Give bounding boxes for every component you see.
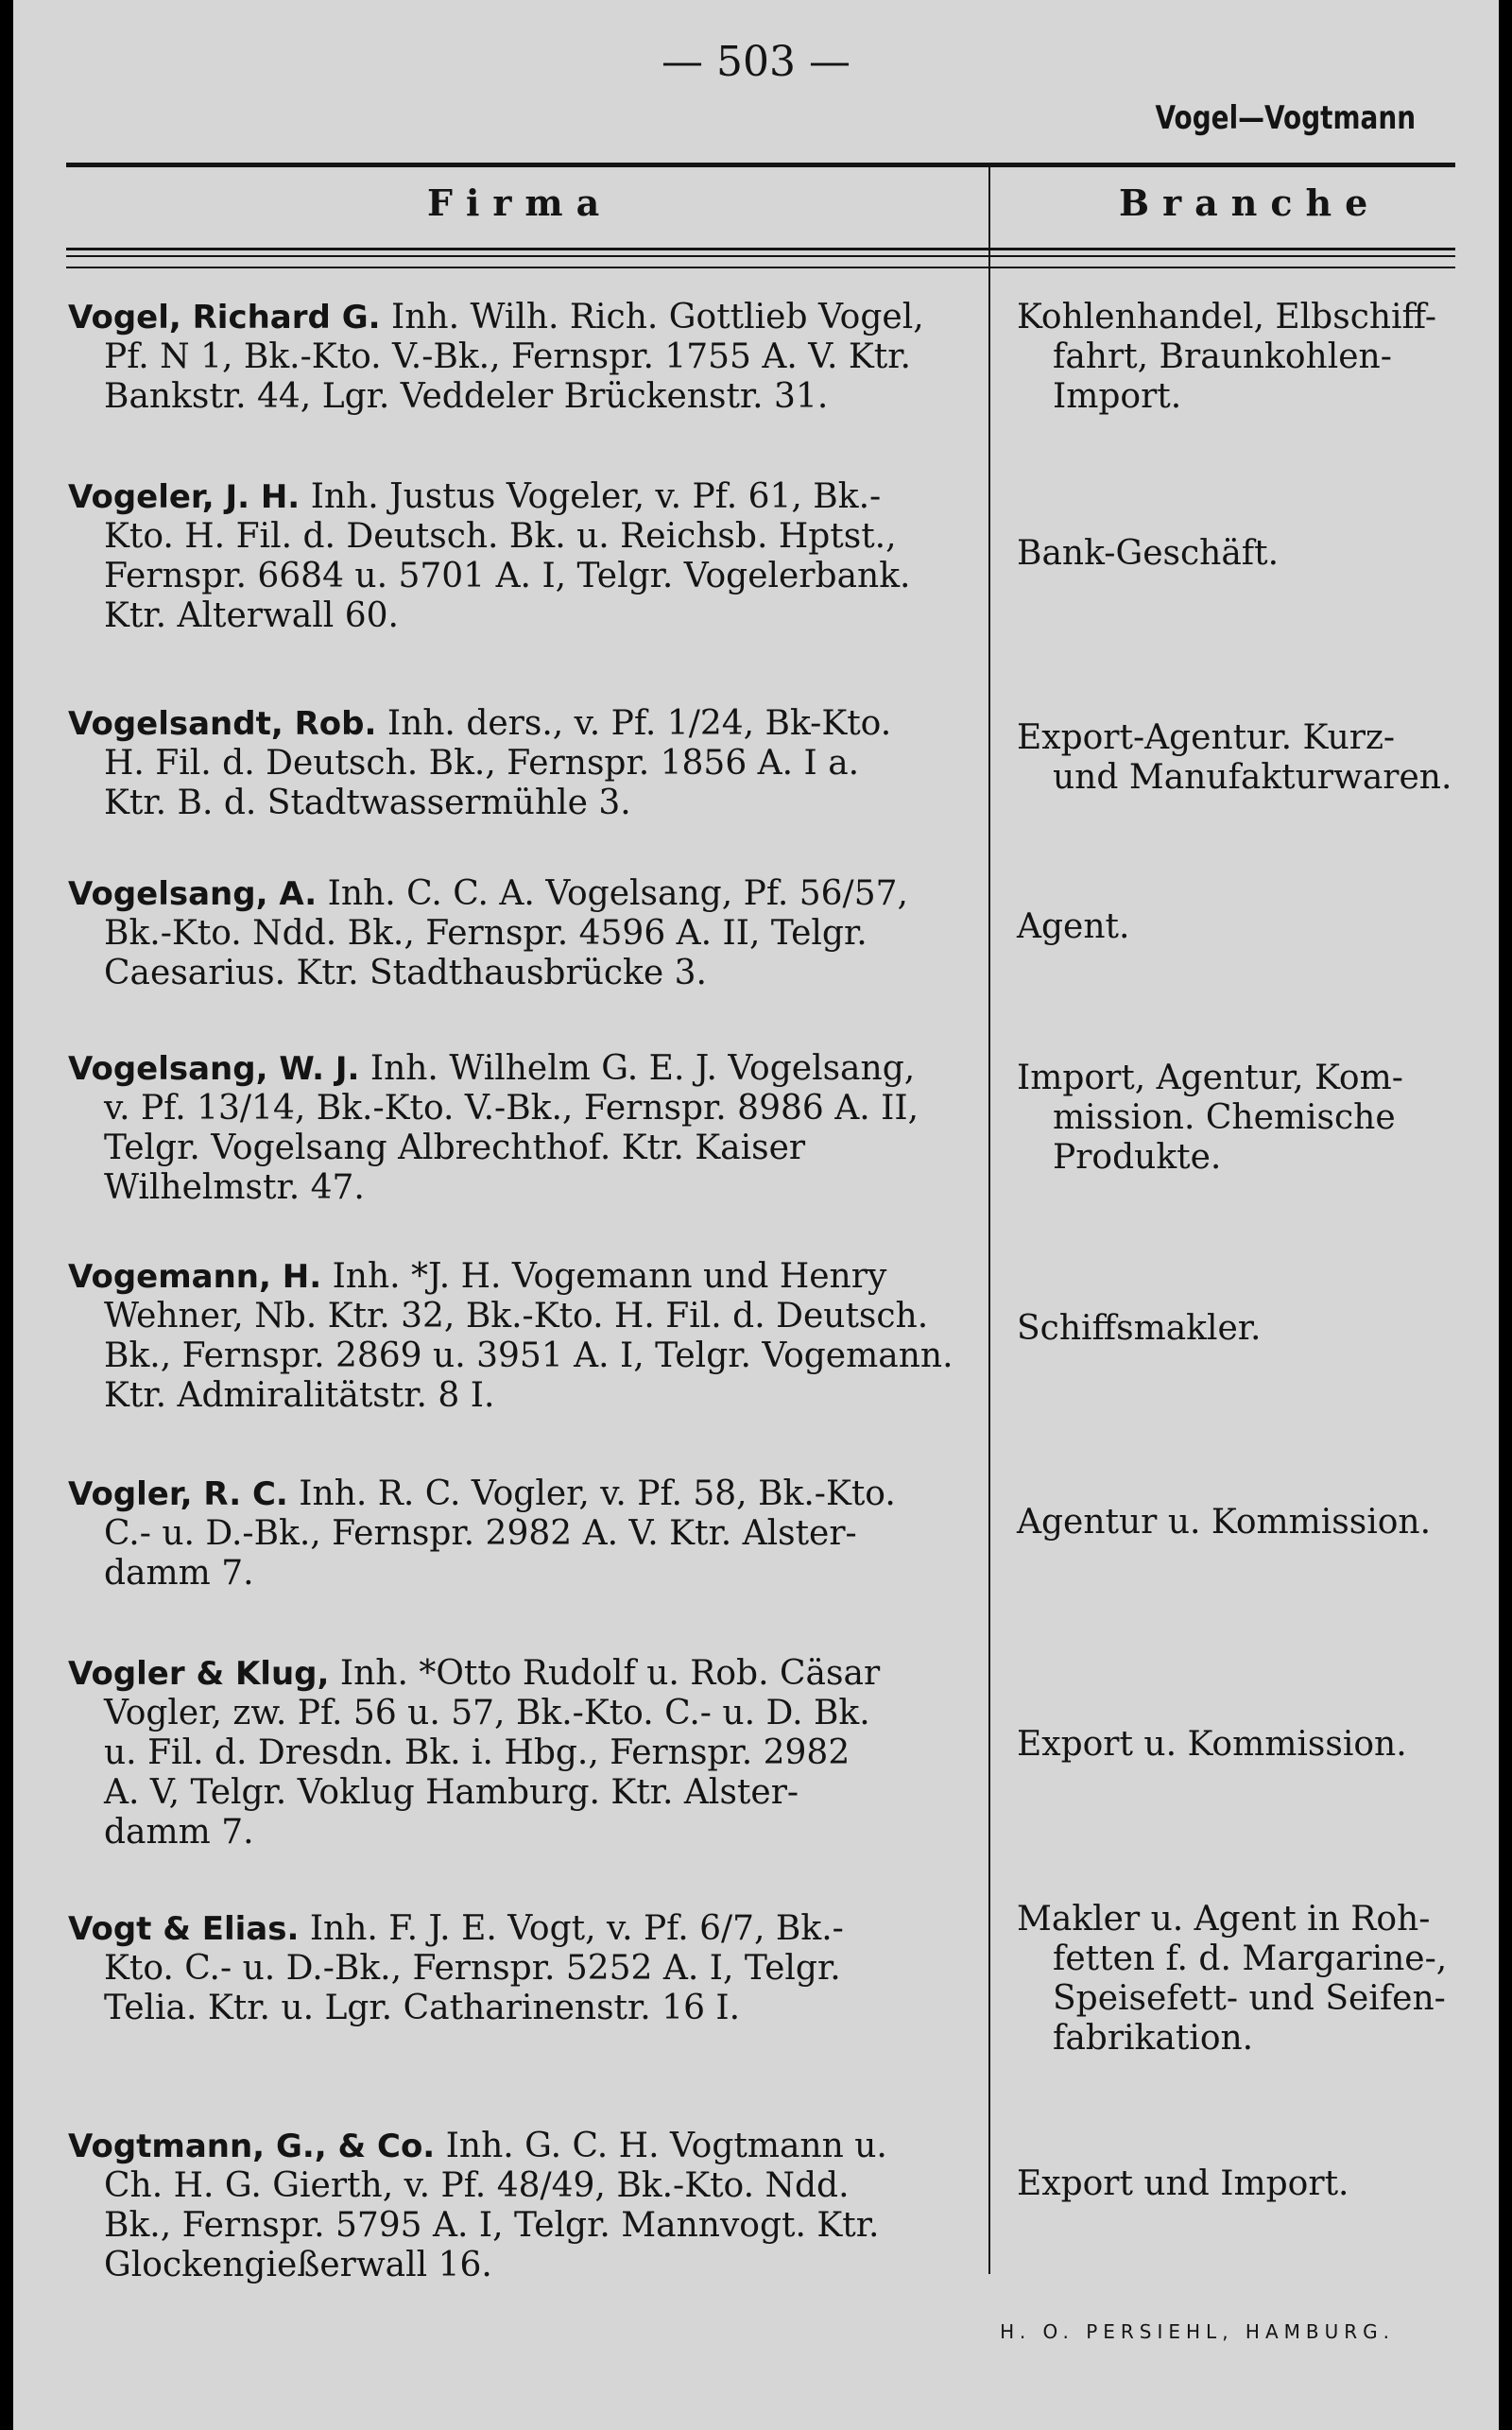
entry-firm bbox=[68, 1257, 989, 1416]
branch-line: mission. Chemische bbox=[1053, 1098, 1396, 1137]
printer-imprint: H. O. PERSIEHL, HAMBURG. bbox=[1000, 2320, 1395, 2343]
header-rule-1 bbox=[66, 248, 1455, 250]
entry-text: Ktr. Admiralitätstr. 8 I. bbox=[104, 1376, 495, 1415]
branch-line: fetten f. d. Margarine-, bbox=[1053, 1939, 1448, 1978]
branch-line: Produkte. bbox=[1053, 1138, 1222, 1177]
firm-name: Vogt & Elias. bbox=[68, 1910, 300, 1948]
entry-firm bbox=[68, 704, 989, 823]
branch-line: Speisefett- und Seifen- bbox=[1053, 1979, 1446, 2018]
firm-name: Vogelsang, A. bbox=[68, 875, 318, 913]
branch-line: Kohlenhandel, Elbschiff- bbox=[1017, 298, 1437, 336]
entry-text: damm 7. bbox=[104, 1554, 254, 1593]
entry-text: Bk.-Kto. Ndd. Bk., Fernspr. 4596 A. II, Telgr. bbox=[104, 914, 868, 953]
entry-line bbox=[68, 337, 989, 377]
entry-text: Ktr. Alterwall 60. bbox=[104, 596, 399, 635]
entry-line bbox=[68, 954, 989, 993]
entry-text: Fernspr. 6684 u. 5701 A. I, Telgr. Vogelerbank. bbox=[104, 557, 911, 595]
entry-firm bbox=[68, 477, 989, 636]
branch-line: Schiffsmakler. bbox=[1017, 1309, 1262, 1348]
column-header-firma: Firma bbox=[427, 181, 613, 224]
branch-line: Import, Agentur, Kom- bbox=[1017, 1059, 1403, 1097]
entry-line bbox=[68, 1336, 989, 1376]
entry-text: C.- u. D.-Bk., Fernspr. 2982 A. V. Ktr. Alster- bbox=[104, 1514, 857, 1553]
entry-branch bbox=[1017, 2164, 1470, 2204]
directory-page bbox=[13, 0, 1499, 2430]
entry-line bbox=[68, 2206, 989, 2246]
entry-first-line bbox=[68, 298, 989, 337]
header-rule-2 bbox=[66, 255, 1455, 257]
entry-text: Ktr. B. d. Stadtwassermühle 3. bbox=[104, 784, 631, 822]
entry-text: Kto. H. Fil. d. Deutsch. Bk. u. Reichsb. Hptst., bbox=[104, 517, 897, 556]
entry-text: Pf. N 1, Bk.-Kto. V.-Bk., Fernspr. 1755 A. V. Ktr. bbox=[104, 337, 911, 376]
branch-line: Export-Agentur. Kurz- bbox=[1017, 718, 1396, 757]
entry-first-line bbox=[68, 1257, 989, 1297]
entry-line bbox=[68, 744, 989, 784]
entry-branch bbox=[1017, 1059, 1470, 1178]
entry-firm bbox=[68, 1909, 989, 2028]
entry-line bbox=[68, 2166, 989, 2206]
entry-firm bbox=[68, 1654, 989, 1853]
entry-line bbox=[68, 1773, 989, 1813]
entry-first-line bbox=[68, 1654, 989, 1694]
page-number: — 503 — bbox=[662, 38, 850, 86]
entry-line bbox=[68, 596, 989, 636]
firm-name: Vogler & Klug, bbox=[68, 1655, 330, 1693]
entry-text: Inh. Wilhelm G. E. J. Vogelsang, bbox=[369, 1049, 916, 1088]
branch-line: Bank-Geschäft. bbox=[1017, 534, 1280, 573]
entry-text: Inh. *Otto Rudolf u. Rob. Cäsar bbox=[339, 1654, 881, 1693]
entry-line bbox=[68, 557, 989, 596]
entry-firm bbox=[68, 874, 989, 993]
entry-branch bbox=[1017, 907, 1470, 947]
entry-text: Inh. *J. H. Vogemann und Henry bbox=[332, 1257, 887, 1296]
top-rule bbox=[66, 163, 1455, 167]
entry-text: Wilhelmstr. 47. bbox=[104, 1168, 365, 1207]
entry-branch bbox=[1017, 298, 1470, 417]
entry-line bbox=[68, 1129, 989, 1168]
branch-line: Import. bbox=[1053, 377, 1182, 416]
firm-name: Vogel, Richard G. bbox=[68, 299, 381, 336]
branch-line: Export und Import. bbox=[1017, 2164, 1349, 2203]
entry-first-line bbox=[68, 874, 989, 914]
entry-line bbox=[68, 1694, 989, 1733]
entry-text: Kto. C.- u. D.-Bk., Fernspr. 5252 A. I, Telgr. bbox=[104, 1949, 841, 1988]
branch-line: und Manufakturwaren. bbox=[1053, 758, 1452, 797]
entry-text: damm 7. bbox=[104, 1813, 254, 1852]
entry-text: Inh. ders., v. Pf. 1/24, Bk-Kto. bbox=[387, 704, 892, 743]
entry-text: Inh. Justus Vogeler, v. Pf. 61, Bk.- bbox=[310, 477, 882, 516]
entry-text: Inh. R. C. Vogler, v. Pf. 58, Bk.-Kto. bbox=[299, 1474, 896, 1513]
entry-branch bbox=[1017, 534, 1470, 574]
entry-firm bbox=[68, 1049, 989, 1208]
entry-line bbox=[68, 1554, 989, 1594]
entry-branch bbox=[1017, 1309, 1470, 1349]
entry-line bbox=[68, 1989, 989, 2028]
entry-line bbox=[68, 1813, 989, 1853]
entry-line bbox=[68, 517, 989, 557]
entry-text: Bk., Fernspr. 5795 A. I, Telgr. Mannvogt. Ktr. bbox=[104, 2206, 880, 2245]
header-rule-3 bbox=[66, 267, 1455, 268]
entry-first-line bbox=[68, 2127, 989, 2166]
entry-text: v. Pf. 13/14, Bk.-Kto. V.-Bk., Fernspr. 8986 A. II, bbox=[104, 1089, 919, 1128]
entry-line bbox=[68, 1376, 989, 1416]
entry-line bbox=[68, 1949, 989, 1989]
entry-line bbox=[68, 1514, 989, 1554]
branch-line: Agent. bbox=[1017, 907, 1130, 946]
firm-name: Vogelsandt, Rob. bbox=[68, 705, 377, 743]
branch-line: Agentur u. Kommission. bbox=[1017, 1503, 1432, 1542]
entry-line bbox=[68, 1089, 989, 1129]
branch-line: fahrt, Braunkohlen- bbox=[1053, 337, 1392, 376]
firm-name: Vogler, R. C. bbox=[68, 1475, 288, 1513]
entry-text: Glockengießerwall 16. bbox=[104, 2246, 492, 2284]
entry-text: Inh. G. C. H. Vogtmann u. bbox=[445, 2127, 887, 2165]
entry-text: A. V, Telgr. Voklug Hamburg. Ktr. Alster- bbox=[104, 1773, 799, 1812]
entry-line bbox=[68, 1168, 989, 1208]
entry-first-line bbox=[68, 477, 989, 517]
entry-branch bbox=[1017, 1900, 1470, 2059]
entry-text: Bk., Fernspr. 2869 u. 3951 A. I, Telgr. Vogemann. bbox=[104, 1336, 954, 1375]
branch-line: Export u. Kommission. bbox=[1017, 1725, 1407, 1764]
entry-first-line bbox=[68, 1474, 989, 1514]
entry-text: Inh. F. J. E. Vogt, v. Pf. 6/7, Bk.- bbox=[309, 1909, 844, 1948]
entry-first-line bbox=[68, 1909, 989, 1949]
firm-name: Vogtmann, G., & Co. bbox=[68, 2128, 436, 2165]
branch-line: Makler u. Agent in Roh- bbox=[1017, 1900, 1431, 1939]
column-header-branche: Branche bbox=[1119, 181, 1382, 224]
firm-name: Vogemann, H. bbox=[68, 1258, 322, 1296]
entry-text: Telgr. Vogelsang Albrechthof. Ktr. Kaiser bbox=[104, 1129, 806, 1167]
entry-firm bbox=[68, 298, 989, 417]
entry-line bbox=[68, 784, 989, 823]
entry-line bbox=[68, 1733, 989, 1773]
entry-text: Wehner, Nb. Ktr. 32, Bk.-Kto. H. Fil. d. Deutsch. bbox=[104, 1297, 929, 1336]
entry-text: Telia. Ktr. u. Lgr. Catharinenstr. 16 I. bbox=[104, 1989, 741, 2027]
entry-first-line bbox=[68, 704, 989, 744]
entry-line bbox=[68, 914, 989, 954]
entry-text: Bankstr. 44, Lgr. Veddeler Brückenstr. 31. bbox=[104, 377, 829, 416]
running-head: Vogel—Vogtmann bbox=[1155, 99, 1416, 137]
entry-text: Inh. Wilh. Rich. Gottlieb Vogel, bbox=[390, 298, 924, 336]
entry-text: Ch. H. G. Gierth, v. Pf. 48/49, Bk.-Kto. Ndd. bbox=[104, 2166, 850, 2205]
entry-line bbox=[68, 1297, 989, 1336]
entry-first-line bbox=[68, 1049, 989, 1089]
entry-firm bbox=[68, 2127, 989, 2285]
branch-line: fabrikation. bbox=[1053, 2019, 1254, 2058]
entry-text: H. Fil. d. Deutsch. Bk., Fernspr. 1856 A. I a. bbox=[104, 744, 860, 783]
firm-name: Vogeler, J. H. bbox=[68, 478, 301, 516]
firm-name: Vogelsang, W. J. bbox=[68, 1050, 360, 1088]
entry-line bbox=[68, 2246, 989, 2285]
entry-text: Inh. C. C. A. Vogelsang, Pf. 56/57, bbox=[327, 874, 908, 913]
entry-firm bbox=[68, 1474, 989, 1594]
entry-branch bbox=[1017, 718, 1470, 798]
entry-text: u. Fil. d. Dresdn. Bk. i. Hbg., Fernspr. 2982 bbox=[104, 1733, 850, 1772]
entry-text: Caesarius. Ktr. Stadthausbrücke 3. bbox=[104, 954, 707, 992]
entry-branch bbox=[1017, 1725, 1470, 1765]
entry-line bbox=[68, 377, 989, 417]
entry-text: Vogler, zw. Pf. 56 u. 57, Bk.-Kto. C.- u. D. Bk. bbox=[104, 1694, 870, 1732]
entry-branch bbox=[1017, 1503, 1470, 1542]
